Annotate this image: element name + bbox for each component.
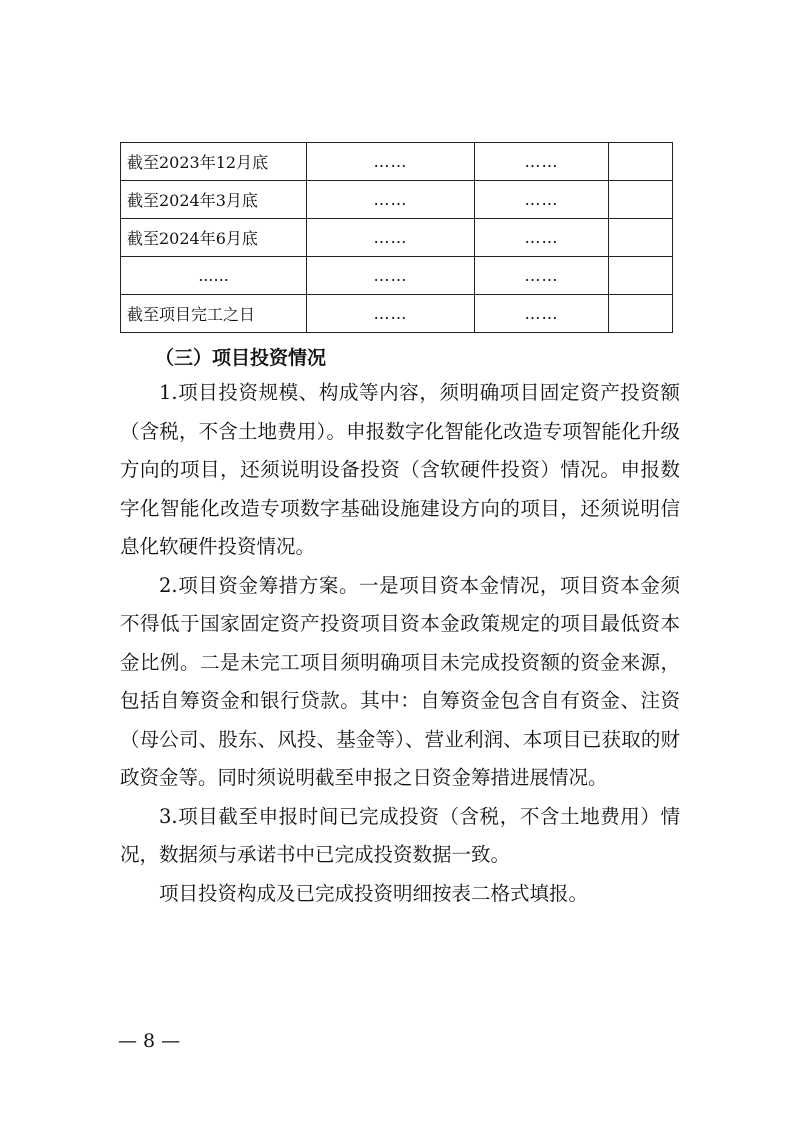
- table-cell: ……: [307, 295, 475, 333]
- table-cell: [609, 181, 673, 219]
- table-cell: [609, 257, 673, 295]
- table-cell: ……: [307, 219, 475, 257]
- table-cell: ……: [475, 295, 609, 333]
- paragraph: 2.项目资金筹措方案。一是项目资本金情况，项目资本金须不得低于国家固定资产投资项目资本金政策规定的项目最低资本金比例。二是未完工项目须明确项目未完成投资额的资金来源，包括自筹资金和银行贷款。其中：自筹资金包含自有资金、注资（母公司、股东、风投、基金等）、营业利润、本项目已获取的财政资金等。同时须说明截至申报之日资金筹措进展情况。: [120, 573, 680, 789]
- table-cell: ……: [307, 143, 475, 181]
- table-cell: [609, 219, 673, 257]
- table-row: [121, 295, 673, 333]
- paragraph: 3.项目截至申报时间已完成投资（含税，不含土地费用）情况，数据须与承诺书中已完成投资数据一致。: [120, 804, 680, 866]
- row-label: ......: [121, 257, 307, 295]
- page-number: — 8 —: [118, 1030, 181, 1052]
- row-label: 截至2023年12月底: [121, 143, 307, 181]
- table-cell: ……: [475, 143, 609, 181]
- table-row: [121, 219, 673, 257]
- table-cell: ……: [307, 257, 475, 295]
- table-row: [121, 181, 673, 219]
- section-heading: （三）项目投资情况: [155, 347, 327, 369]
- table-cell: ……: [475, 257, 609, 295]
- table-cell: ……: [475, 219, 609, 257]
- table-row: [121, 143, 673, 181]
- table-cell: [609, 143, 673, 181]
- table-row: [121, 257, 673, 295]
- investment-progress-table: [120, 142, 673, 333]
- row-label: 截至项目完工之日: [121, 295, 307, 333]
- section-body: [120, 374, 680, 913]
- row-label: 截至2024年3月底: [121, 181, 307, 219]
- row-label: 截至2024年6月底: [121, 219, 307, 257]
- table-cell: [609, 295, 673, 333]
- table-cell: ……: [475, 181, 609, 219]
- paragraph: 项目投资构成及已完成投资明细按表二格式填报。: [159, 881, 589, 905]
- table-cell: ……: [307, 181, 475, 219]
- paragraph: 1.项目投资规模、构成等内容，须明确项目固定资产投资额（含税，不含土地费用）。申报数字化智能化改造专项智能化升级方向的项目，还须说明设备投资（含软硬件投资）情况。申报数字化智能化改造专项数字基础设施建设方向的项目，还须说明信息化软硬件投资情况。: [120, 381, 680, 558]
